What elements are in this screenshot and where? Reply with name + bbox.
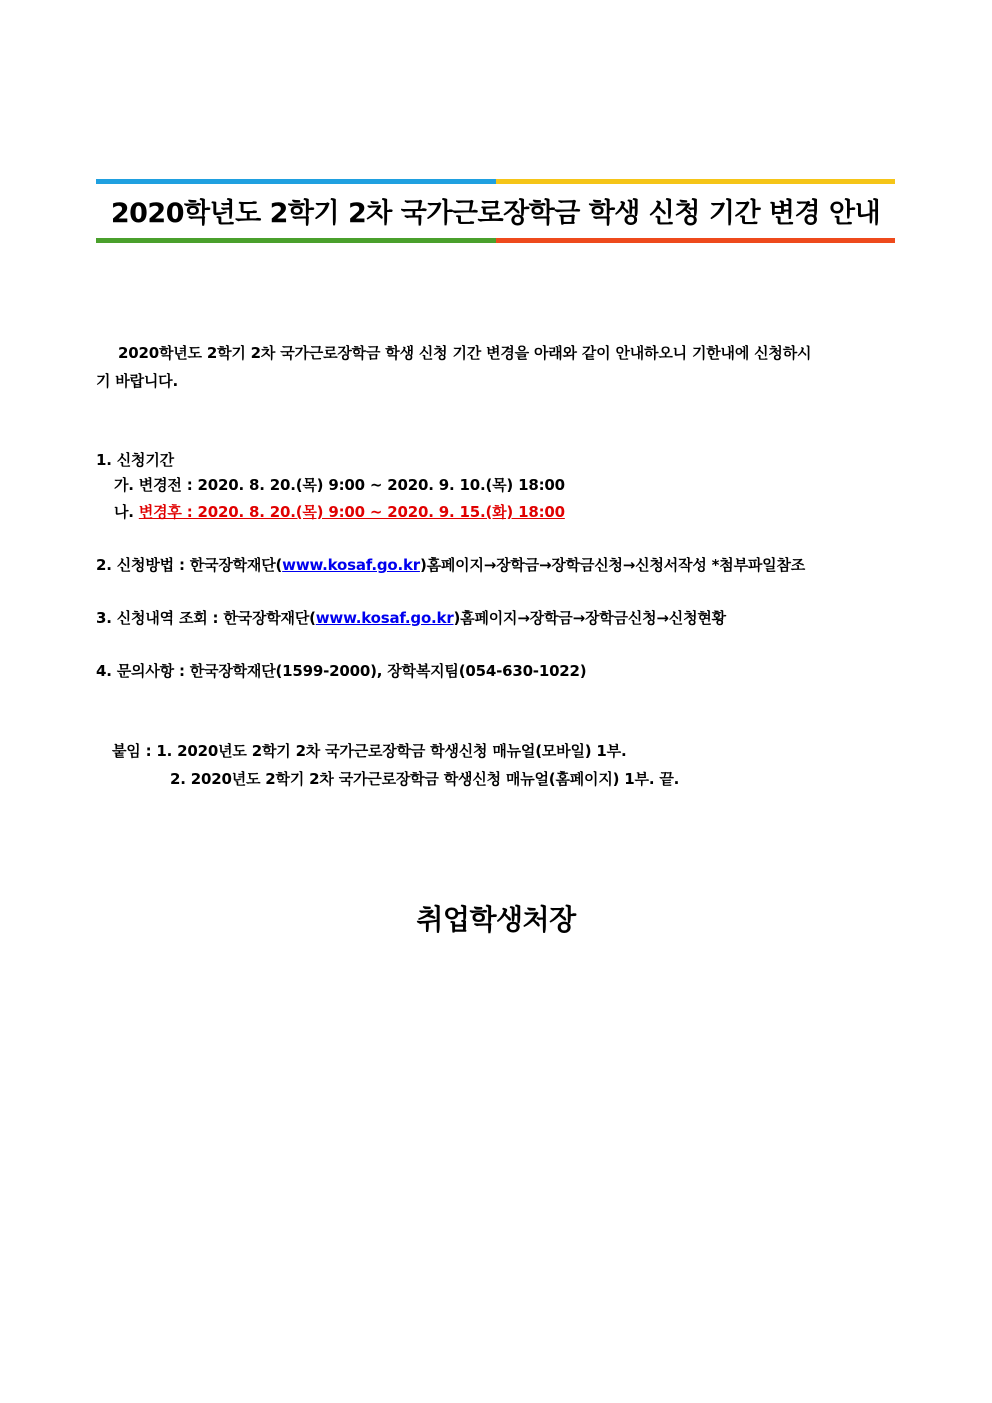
banner-bar-blue: [96, 179, 496, 184]
section-3-prefix: 3. 신청내역 조회 : 한국장학재단(: [96, 609, 316, 627]
period-after-prefix: 나.: [114, 503, 139, 521]
title-banner: [96, 179, 895, 244]
section-2-prefix: 2. 신청방법 : 한국장학재단(: [96, 556, 283, 574]
section-3-inquiry: [96, 607, 726, 628]
kosaf-link[interactable]: www.kosaf.go.kr: [282, 556, 420, 574]
section-2-suffix: )홈페이지→장학금→장학금신청→신청서작성 *첨부파일참조: [419, 556, 806, 574]
intro-line-2: 기 바랍니다.: [96, 372, 178, 390]
document-title: 2020학년도 2학기 2차 국가근로장학금 학생 신청 기간 변경 안내: [110, 198, 881, 229]
section-1-heading: 1. 신청기간: [96, 451, 174, 469]
banner-bar-yellow: [496, 179, 895, 184]
period-after: 변경후 : 2020. 8. 20.(목) 9:00 ~ 2020. 9. 15.(화) 18:00: [138, 503, 565, 521]
section-3-suffix: )홈페이지→장학금→장학금신청→신청현황: [453, 609, 726, 627]
period-after-row: [114, 501, 565, 522]
period-before: 가. 변경전 : 2020. 8. 20.(목) 9:00 ~ 2020. 9. 10.(목) 18:00: [114, 476, 565, 494]
intro-line-1: 2020학년도 2학기 2차 국가근로장학금 학생 신청 기간 변경을 아래와 같이 안내하오니 기한내에 신청하시: [118, 344, 812, 362]
banner-bar-orange: [496, 238, 895, 243]
section-2-method: [96, 554, 805, 575]
kosaf-link-2[interactable]: www.kosaf.go.kr: [315, 609, 454, 627]
attachment-line-2: 2. 2020년도 2학기 2차 국가근로장학금 학생신청 매뉴얼(홈페이지) 1부. 끝.: [170, 770, 680, 788]
banner-bar-green: [96, 238, 496, 243]
signature: 취업학생처장: [416, 903, 576, 936]
section-4-contact: 4. 문의사항 : 한국장학재단(1599-2000), 장학복지팀(054-630-1022): [96, 662, 587, 680]
attachment-line-1: 붙임 : 1. 2020년도 2학기 2차 국가근로장학금 학생신청 매뉴얼(모바일) 1부.: [112, 742, 627, 760]
